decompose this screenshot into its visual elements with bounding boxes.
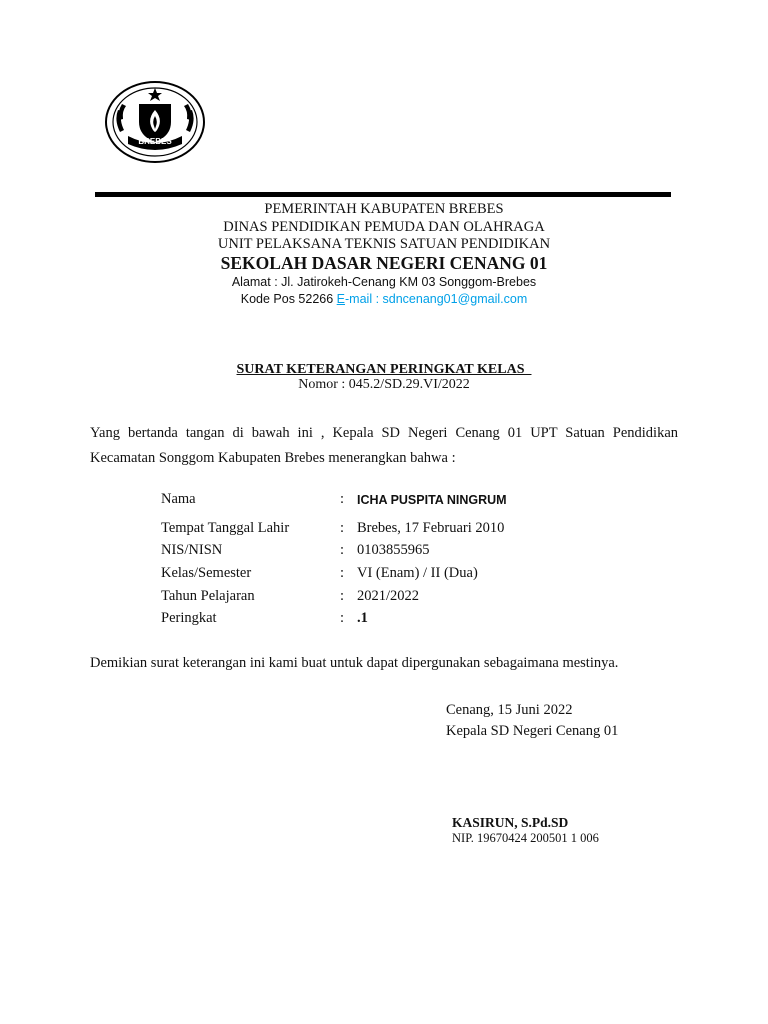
letter-number: Nomor : 045.2/SD.29.VI/2022	[298, 377, 470, 392]
unit-line: UNIT PELAKSANA TEKNIS SATUAN PENDIDIKAN	[217, 236, 551, 252]
field-colon: :	[340, 520, 345, 536]
field-label-name: Nama	[161, 491, 196, 507]
brebes-regency-seal-icon	[104, 80, 206, 164]
field-value-birth: Brebes, 17 Februari 2010	[357, 520, 505, 536]
email-address[interactable]	[337, 292, 528, 306]
email-rest: -mail : sdncenang01@gmail.com	[345, 292, 528, 306]
intro-paragraph: Yang bertanda tangan di bawah ini , Kepala SD Negeri Cenang 01 UPT Satuan Pendidikan Kecamatan Songgom Kabupaten Brebes menerangkan bahwa :	[90, 425, 678, 466]
signer-nip: NIP. 19670424 200501 1 006	[452, 831, 599, 845]
letter-title	[0, 362, 768, 378]
postal-code: Kode Pos 52266	[240, 292, 337, 306]
school-name: SEKOLAH DASAR NEGERI CENANG 01	[220, 253, 548, 273]
brebes-seal-logo	[104, 80, 206, 164]
field-label-class: Kelas/Semester	[161, 565, 252, 581]
postal-email-line	[0, 292, 768, 306]
field-colon: :	[340, 588, 345, 604]
field-label-rank: Peringkat	[161, 610, 217, 626]
field-label-year: Tahun Pelajaran	[161, 588, 255, 604]
school-address: Alamat : Jl. Jatirokeh-Cenang KM 03 Songgom-Brebes	[231, 275, 537, 289]
field-value-class: VI (Enam) / II (Dua)	[357, 565, 478, 581]
field-value-rank: .1	[357, 610, 368, 626]
field-colon: :	[340, 610, 345, 626]
field-value-name: ICHA PUSPITA NINGRUM	[357, 493, 507, 507]
field-value-year: 2021/2022	[357, 588, 420, 604]
field-colon: :	[340, 542, 345, 558]
government-line: PEMERINTAH KABUPATEN BREBES	[264, 201, 504, 217]
email-first-letter: E	[336, 292, 346, 306]
letterhead-divider	[95, 192, 671, 197]
signer-name: KASIRUN, S.Pd.SD	[452, 815, 569, 830]
signature-position: Kepala SD Negeri Cenang 01	[446, 723, 619, 739]
letter-title-text: SURAT KETERANGAN PERINGKAT KELAS	[236, 362, 532, 377]
field-label-nis: NIS/NISN	[161, 542, 223, 558]
department-line: DINAS PENDIDIKAN PEMUDA DAN OLAHRAGA	[223, 219, 545, 235]
field-label-birth: Tempat Tanggal Lahir	[161, 520, 290, 536]
field-colon: :	[340, 491, 345, 507]
field-value-nis: 0103855965	[357, 542, 430, 558]
field-colon: :	[340, 565, 345, 581]
signature-place-date: Cenang, 15 Juni 2022	[446, 702, 573, 718]
closing-statement: Demikian surat keterangan ini kami buat untuk dapat dipergunakan sebagaimana mestinya.	[90, 655, 619, 671]
seal-text: BREBES	[138, 137, 172, 146]
